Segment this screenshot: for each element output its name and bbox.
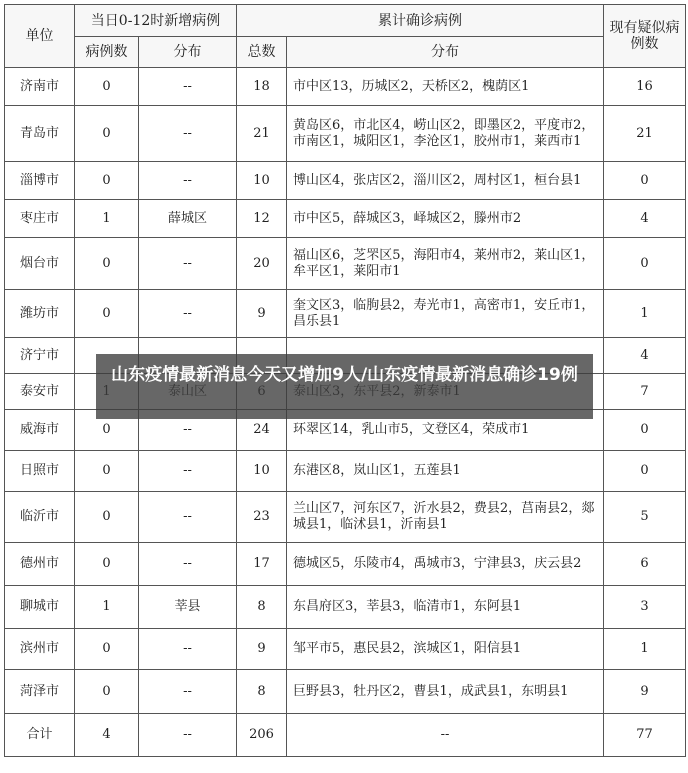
suspected-cell: 4 — [604, 200, 686, 238]
unit-cell: 菏泽市 — [5, 670, 75, 714]
new-distribution-cell: -- — [139, 670, 237, 714]
suspected-cell: 0 — [604, 410, 686, 451]
cumulative-distribution-cell: -- — [287, 714, 604, 757]
table-row — [5, 629, 686, 670]
header-cumulative-distribution: 分布 — [287, 37, 604, 68]
header-suspected: 现有疑似病例数 — [604, 5, 686, 68]
header-row-top — [5, 5, 686, 37]
new-count-cell: 0 — [75, 670, 139, 714]
suspected-cell: 0 — [604, 451, 686, 492]
new-count-cell: 4 — [75, 714, 139, 757]
cumulative-distribution-cell: 巨野县3，牡丹区2，曹县1，成武县1，东明县1 — [287, 670, 604, 714]
cumulative-distribution-cell: 福山区6，芝罘区5，海阳市4，莱州市2，莱山区1，牟平区1，莱阳市1 — [287, 238, 604, 290]
cumulative-total-cell: 8 — [237, 586, 287, 629]
new-distribution-cell: -- — [139, 238, 237, 290]
new-distribution-cell: -- — [139, 451, 237, 492]
new-count-cell: 0 — [75, 162, 139, 200]
suspected-cell: 77 — [604, 714, 686, 757]
new-distribution-cell: -- — [139, 68, 237, 106]
cumulative-total-cell: 206 — [237, 714, 287, 757]
new-count-cell: 0 — [75, 68, 139, 106]
new-distribution-cell: -- — [139, 492, 237, 543]
table-row — [5, 238, 686, 290]
suspected-cell: 4 — [604, 338, 686, 374]
new-count-cell: 0 — [75, 238, 139, 290]
header-row-sub — [5, 37, 686, 68]
suspected-cell: 6 — [604, 543, 686, 586]
cumulative-total-cell: 23 — [237, 492, 287, 543]
new-distribution-cell: 薛城区 — [139, 200, 237, 238]
new-distribution-cell: -- — [139, 629, 237, 670]
cumulative-distribution-cell: 德城区5，乐陵市4，禹城市3，宁津县3，庆云县2 — [287, 543, 604, 586]
unit-cell: 枣庄市 — [5, 200, 75, 238]
suspected-cell: 21 — [604, 106, 686, 162]
cumulative-distribution-cell: 市中区5，薛城区3，峄城区2，滕州市2 — [287, 200, 604, 238]
table-row — [5, 162, 686, 200]
unit-cell: 德州市 — [5, 543, 75, 586]
header-new-count: 病例数 — [75, 37, 139, 68]
cumulative-distribution-cell: 博山区4，张店区2，淄川区2，周村区1，桓台县1 — [287, 162, 604, 200]
table-row — [5, 290, 686, 338]
suspected-cell: 16 — [604, 68, 686, 106]
suspected-cell: 5 — [604, 492, 686, 543]
new-distribution-cell: -- — [139, 106, 237, 162]
new-distribution-cell: -- — [139, 543, 237, 586]
new-count-cell: 0 — [75, 290, 139, 338]
unit-cell: 济南市 — [5, 68, 75, 106]
unit-cell: 日照市 — [5, 451, 75, 492]
cumulative-distribution-cell: 奎文区3，临朐县2，寿光市1，高密市1，安丘市1，昌乐县1 — [287, 290, 604, 338]
new-distribution-cell: -- — [139, 162, 237, 200]
table-row — [5, 451, 686, 492]
table-row — [5, 492, 686, 543]
new-count-cell: 0 — [75, 106, 139, 162]
cumulative-total-cell: 10 — [237, 162, 287, 200]
new-count-cell: 0 — [75, 543, 139, 586]
total-row — [5, 714, 686, 757]
new-count-cell: 1 — [75, 200, 139, 238]
cumulative-total-cell: 24 — [237, 410, 287, 451]
suspected-cell: 3 — [604, 586, 686, 629]
cumulative-total-cell: 20 — [237, 238, 287, 290]
unit-cell: 淄博市 — [5, 162, 75, 200]
new-distribution-cell: -- — [139, 290, 237, 338]
table-row — [5, 586, 686, 629]
header-cumulative-total: 总数 — [237, 37, 287, 68]
unit-cell: 潍坊市 — [5, 290, 75, 338]
header-unit: 单位 — [5, 5, 75, 68]
new-distribution-cell: -- — [139, 714, 237, 757]
new-count-cell: 1 — [75, 586, 139, 629]
unit-cell: 滨州市 — [5, 629, 75, 670]
header-new-distribution: 分布 — [139, 37, 237, 68]
suspected-cell: 9 — [604, 670, 686, 714]
unit-cell: 临沂市 — [5, 492, 75, 543]
table-row — [5, 670, 686, 714]
suspected-cell: 7 — [604, 374, 686, 410]
cumulative-total-cell: 18 — [237, 68, 287, 106]
table-row — [5, 106, 686, 162]
table-row — [5, 543, 686, 586]
unit-cell: 烟台市 — [5, 238, 75, 290]
cumulative-distribution-cell: 市中区13，历城区2，天桥区2，槐荫区1 — [287, 68, 604, 106]
new-distribution-cell: 莘县 — [139, 586, 237, 629]
cumulative-distribution-cell: 兰山区7，河东区7，沂水县2，费县2，莒南县2，郯城县1，临沭县1，沂南县1 — [287, 492, 604, 543]
cumulative-distribution-cell: 东昌府区3，莘县3，临清市1，东阿县1 — [287, 586, 604, 629]
unit-cell: 威海市 — [5, 410, 75, 451]
new-count-cell: 0 — [75, 451, 139, 492]
suspected-cell: 1 — [604, 629, 686, 670]
table-row — [5, 68, 686, 106]
cumulative-total-cell: 9 — [237, 290, 287, 338]
cumulative-total-cell: 9 — [237, 629, 287, 670]
cumulative-total-cell: 10 — [237, 451, 287, 492]
suspected-cell: 0 — [604, 162, 686, 200]
cumulative-distribution-cell: 黄岛区6，市北区4，崂山区2，即墨区2，平度市2，市南区1，城阳区1，李沧区1，胶州市1，莱西市1 — [287, 106, 604, 162]
header-cumulative-group: 累计确诊病例 — [237, 5, 604, 37]
suspected-cell: 1 — [604, 290, 686, 338]
header-new-group: 当日0-12时新增病例 — [75, 5, 237, 37]
cumulative-total-cell: 12 — [237, 200, 287, 238]
unit-cell: 泰安市 — [5, 374, 75, 410]
cumulative-distribution-cell: 环翠区14，乳山市5，文登区4，荣成市1 — [287, 410, 604, 451]
cumulative-total-cell: 21 — [237, 106, 287, 162]
suspected-cell: 0 — [604, 238, 686, 290]
cumulative-total-cell: 17 — [237, 543, 287, 586]
cumulative-distribution-cell: 邹平市5，惠民县2，滨城区1，阳信县1 — [287, 629, 604, 670]
cumulative-total-cell: 8 — [237, 670, 287, 714]
cumulative-distribution-cell: 东港区8，岚山区1，五莲县1 — [287, 451, 604, 492]
unit-cell: 聊城市 — [5, 586, 75, 629]
headline-overlay: 山东疫情最新消息今天又增加9人/山东疫情最新消息确诊19例 — [96, 354, 593, 419]
unit-cell: 合计 — [5, 714, 75, 757]
new-count-cell: 0 — [75, 629, 139, 670]
new-count-cell: 0 — [75, 492, 139, 543]
unit-cell: 济宁市 — [5, 338, 75, 374]
unit-cell: 青岛市 — [5, 106, 75, 162]
table-row — [5, 200, 686, 238]
new-distribution-cell: -- — [139, 410, 237, 451]
new-count-cell: 0 — [75, 410, 139, 451]
